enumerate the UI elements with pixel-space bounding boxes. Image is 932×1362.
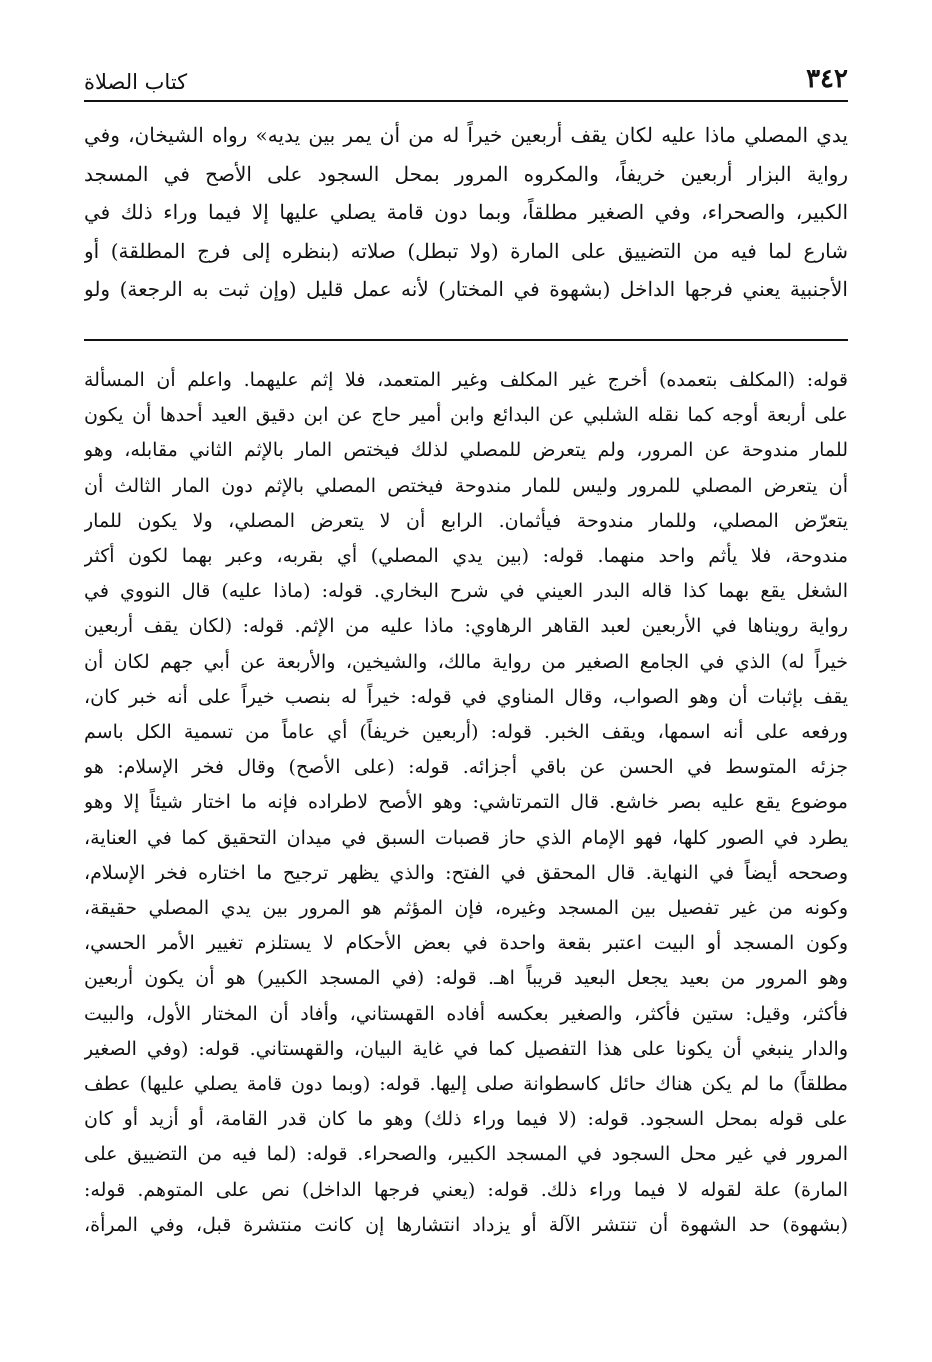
commentary-line: خيراً له) الذي في الجامع الصغير من رواية مالك، والشيخين، والأربعة عن أبي جهم لكان أن: [84, 650, 848, 673]
commentary-line: والدار ينبغي أن يكونا على هذا التفصيل كما في غاية البيان، والقهستاني. قوله: (وفي الصغير: [84, 1037, 848, 1060]
commentary-line: يطرد في الصور كلها، فهو الإمام الذي حاز قصبات السبق في ميدان التحقيق كما في العناية،: [84, 826, 848, 849]
chapter-title: كتاب الصلاة: [84, 70, 188, 94]
commentary-line: جزئه المتوسط في الحسن عن باقي أجزائه. قوله: (على الأصح) وقال فخر الإسلام: هو: [84, 756, 848, 779]
commentary-divider: [84, 339, 848, 341]
commentary-line: مطلقاً) ما لم يكن هناك حائل كاسطوانة صلى إليها. قوله: (وبما دون قامة يصلي عليها) عطف: [84, 1073, 848, 1096]
commentary-line: فأكثر، وقيل: ستين فأكثر، والصغير بعكسه أفاده القهستاني، وأفاد أن المختار الأول، والبيت: [84, 1002, 848, 1025]
commentary-line: الشغل يقع بهما كذا قاله البدر العيني في شرح البخاري. قوله: (ماذا عليه) قال النووي في: [84, 580, 848, 603]
commentary-line: وكون المسجد أو البيت اعتبر بقعة واحدة في بعض الأحكام لا يستلزم تغيير الأمر الحسي،: [84, 932, 848, 955]
header-divider: [84, 100, 848, 102]
commentary-line: وصححه أيضاً في النهاية. قال المحقق في الفتح: والذي يظهر ترجيح ما اختاره فخر الإسلام،: [84, 861, 848, 884]
commentary-block: [84, 363, 848, 1243]
commentary-line: على أربعة أوجه كما نقله الشلبي عن البدائع وابن أمير حاج عن ابن دقيق العيد أحدها أن يكون: [84, 404, 848, 427]
running-header: [84, 54, 848, 94]
main-text-line: الأجنبية يعني فرجها الداخل (بشهوة في المختار) لأنه عمل قليل (وإن ثبت به الرجعة) ولو: [84, 277, 848, 301]
commentary-line: أن يتعرض المصلي للمرور وليس للمار مندوحة فيختص المصلي بالإثم دون المار الثالث أن: [84, 474, 848, 497]
commentary-line: مندوحة، فلا يأثم واحد منهما. قوله: (بين يدي المصلي) أي بقربه، وعبر بهما لكون أكثر: [84, 545, 848, 568]
commentary-line: للمار مندوحة عن المرور، ولم يتعرض للمصلي لذلك فيختص المار بالإثم الثاني مقابله، وهو: [84, 439, 848, 462]
commentary-line: ورفعه على أنه اسمها، ويقف الخبر. قوله: (أربعين خريفاً) أي عاماً من تسمية الكل باسم: [84, 721, 848, 744]
commentary-line: موضوع يقع عليه بصر خاشع. قال التمرتاشي: وهو الأصح لاطراده فإنه ما اختار شيئاً إلا وهو: [84, 791, 848, 814]
commentary-line: وهو المرور من بعيد يجعل البعيد قريباً اهـ. قوله: (في المسجد الكبير) هو أن يكون أربعين: [84, 967, 848, 990]
page-number: ٣٤٢: [806, 64, 848, 94]
main-text-block: [84, 116, 848, 309]
main-text-line: شارع لما فيه من التضييق على المارة (ولا تبطل) صلاته (بنظره إلى فرج المطلقة) أو: [84, 238, 848, 263]
commentary-line: (بشهوة) حد الشهوة أن تنتشر الآلة أو يزداد انتشارها إن كانت منتشرة قبل، وفي المرأة،: [84, 1213, 848, 1236]
commentary-line: على قوله بمحل السجود. قوله: (لا فيما وراء ذلك) وهو ما كان قدر القامة، أو أزيد أو كان: [84, 1108, 848, 1131]
commentary-line: يقف بإثبات أن وهو الصواب، وقال المناوي في قوله: خيراً له بنصب خيراً على أنه خبر كان،: [84, 685, 848, 708]
commentary-line: وكونه من غير تفصيل بين المسجد وغيره، فإن المؤثم هو المرور بين يدي المصلي حقيقة،: [84, 897, 848, 920]
main-text-line: رواية البزار أربعين خريفاً، والمكروه المرور بمحل السجود على الأصح في المسجد: [84, 161, 848, 186]
main-text-line: يدي المصلي ماذا عليه لكان يقف أربعين خيراً له من أن يمر بين يديه» رواه الشيخان، وفي: [84, 123, 848, 147]
commentary-line: رواية رويناها في الأربعين لعبد القاهر الرهاوي: ماذا عليه من الإثم. قوله: (لكان يقف أربعين: [84, 615, 848, 638]
commentary-line: المارة) علة لقوله لا فيما وراء ذلك. قوله: (يعني فرجها الداخل) نص على المتوهم. قوله:: [84, 1178, 848, 1201]
commentary-line: يتعرّض المصلي، وللمار مندوحة فيأثمان. الرابع أن لا يتعرض المصلي، ولا يكون للمار: [84, 509, 848, 532]
commentary-line: المرور في غير محل السجود في المسجد الكبير، والصحراء. قوله: (لما فيه من التضييق على: [84, 1143, 848, 1166]
commentary-line: قوله: (المكلف بتعمده) أخرج غير المكلف وغير المتعمد، فلا إثم عليهما. واعلم أن المسألة: [84, 369, 848, 391]
main-text-line: الكبير، والصحراء، وفي الصغير مطلقاً، وبما دون قامة يصلي عليها إلا فيما وراء ذلك في: [84, 200, 848, 224]
